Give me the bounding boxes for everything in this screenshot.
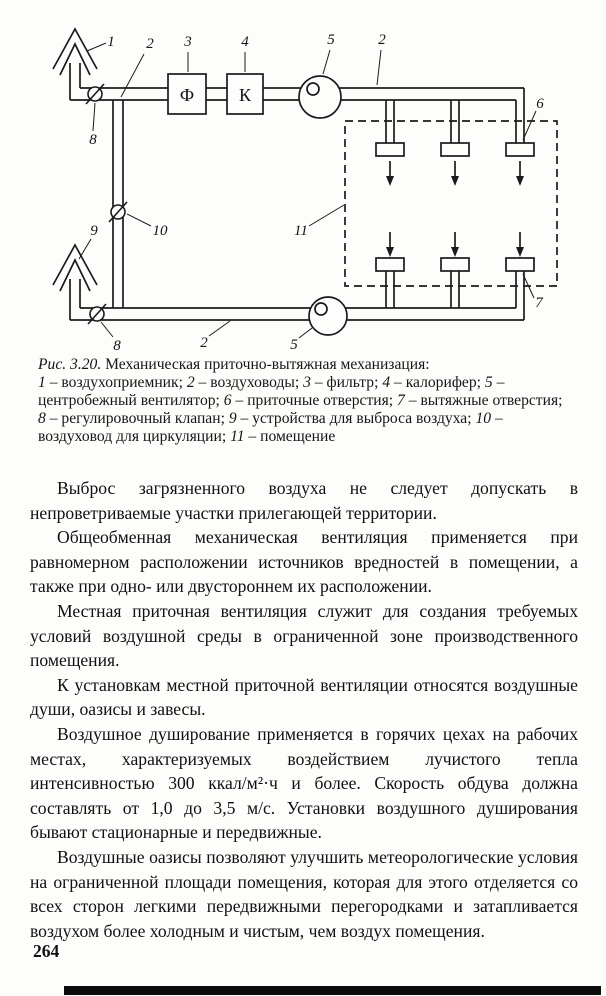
ventilation-scheme-figure (0, 8, 606, 358)
paragraph: Общеобменная механическая вентиляция применяется при равномерном расположении источников вредностей в помещении, а также при одно- или двустороннем их расположении. (30, 527, 578, 597)
figure-caption-title (38, 356, 570, 374)
callout-11: 11 (294, 223, 308, 239)
callout-10: 10 (152, 223, 168, 239)
callout-9: 9 (90, 223, 98, 239)
exhaust-opening (441, 258, 469, 271)
paragraph: К установкам местной приточной вентиляции относятся воздушные души, оазисы и завесы. (30, 674, 578, 720)
callout-4: 4 (241, 34, 249, 50)
paragraph: Местная приточная вентиляция служит для создания требуемых условий воздушной среды в ограниченной зоне производственного помещения. (30, 600, 578, 671)
callout-3: 3 (184, 34, 192, 50)
figure-title: Механическая приточно-вытяжная механизация: (101, 356, 430, 373)
callout-7: 7 (535, 295, 543, 311)
exhaust-opening (506, 258, 534, 271)
exhaust-opening (376, 258, 404, 271)
page-number: 264 (33, 941, 60, 961)
filter-letter: Ф (179, 85, 195, 105)
callout-5b: 5 (290, 337, 298, 353)
air-outlet-stack-icon (53, 245, 97, 285)
callout-1: 1 (107, 34, 115, 50)
supply-opening (441, 143, 469, 156)
callout-2b: 2 (378, 32, 386, 48)
callout-8b: 8 (113, 338, 121, 354)
figure-number: Рис. 3.20. (38, 356, 102, 373)
callout-2c: 2 (200, 335, 208, 351)
centrifugal-fan-icon (299, 76, 347, 335)
paragraph: Воздушные оазисы позволяют улучшить метеорологические условия на ограниченной площади помещения, которая для этого отделяется со всех сторон легкими передвижными перегородками и затапливается воздухом более холодным и чистым, чем воздух помещения. (30, 846, 578, 941)
duct-lines (53, 29, 534, 320)
callout-2a: 2 (146, 36, 154, 52)
figure-caption (38, 356, 570, 446)
callout-8a: 8 (89, 132, 97, 148)
control-valve-icon (86, 84, 127, 324)
air-outlet-stack-icon (53, 29, 97, 69)
paragraph: Воздушное душирование применяется в горячих цехах на рабочих местах, характеризуемых воздействием лучистого тепла интенсивностью 300 ккал/м²·ч и более. Скорость обдува должна составлять от 1,0 до 3,5 м/с. Установки воздушного душирования бывают стационарные и передвижные. (30, 723, 578, 843)
paragraph: Выброс загрязненного воздуха не следует допускать в непроветриваемые участки прилегающей территории. (30, 478, 578, 523)
figure-legend: 1 – воздухоприемник; 2 – воздуховоды; 3 – фильтр; 4 – калорифер; 5 – центробежный вентилятор; 6 – приточные отверстия; 7 – вытяжные отверстия; 8 – регулировочный клапан; 9 – устройства для выброса воздуха; 10 – воздуховод для циркуляции; 11 – помещение (38, 373, 563, 445)
callout-6: 6 (536, 96, 544, 112)
body-text (30, 476, 578, 943)
scan-edge-bar (64, 986, 601, 995)
heater-letter: К (238, 85, 252, 105)
callout-5a: 5 (327, 32, 335, 48)
supply-opening (506, 143, 534, 156)
supply-opening (376, 143, 404, 156)
